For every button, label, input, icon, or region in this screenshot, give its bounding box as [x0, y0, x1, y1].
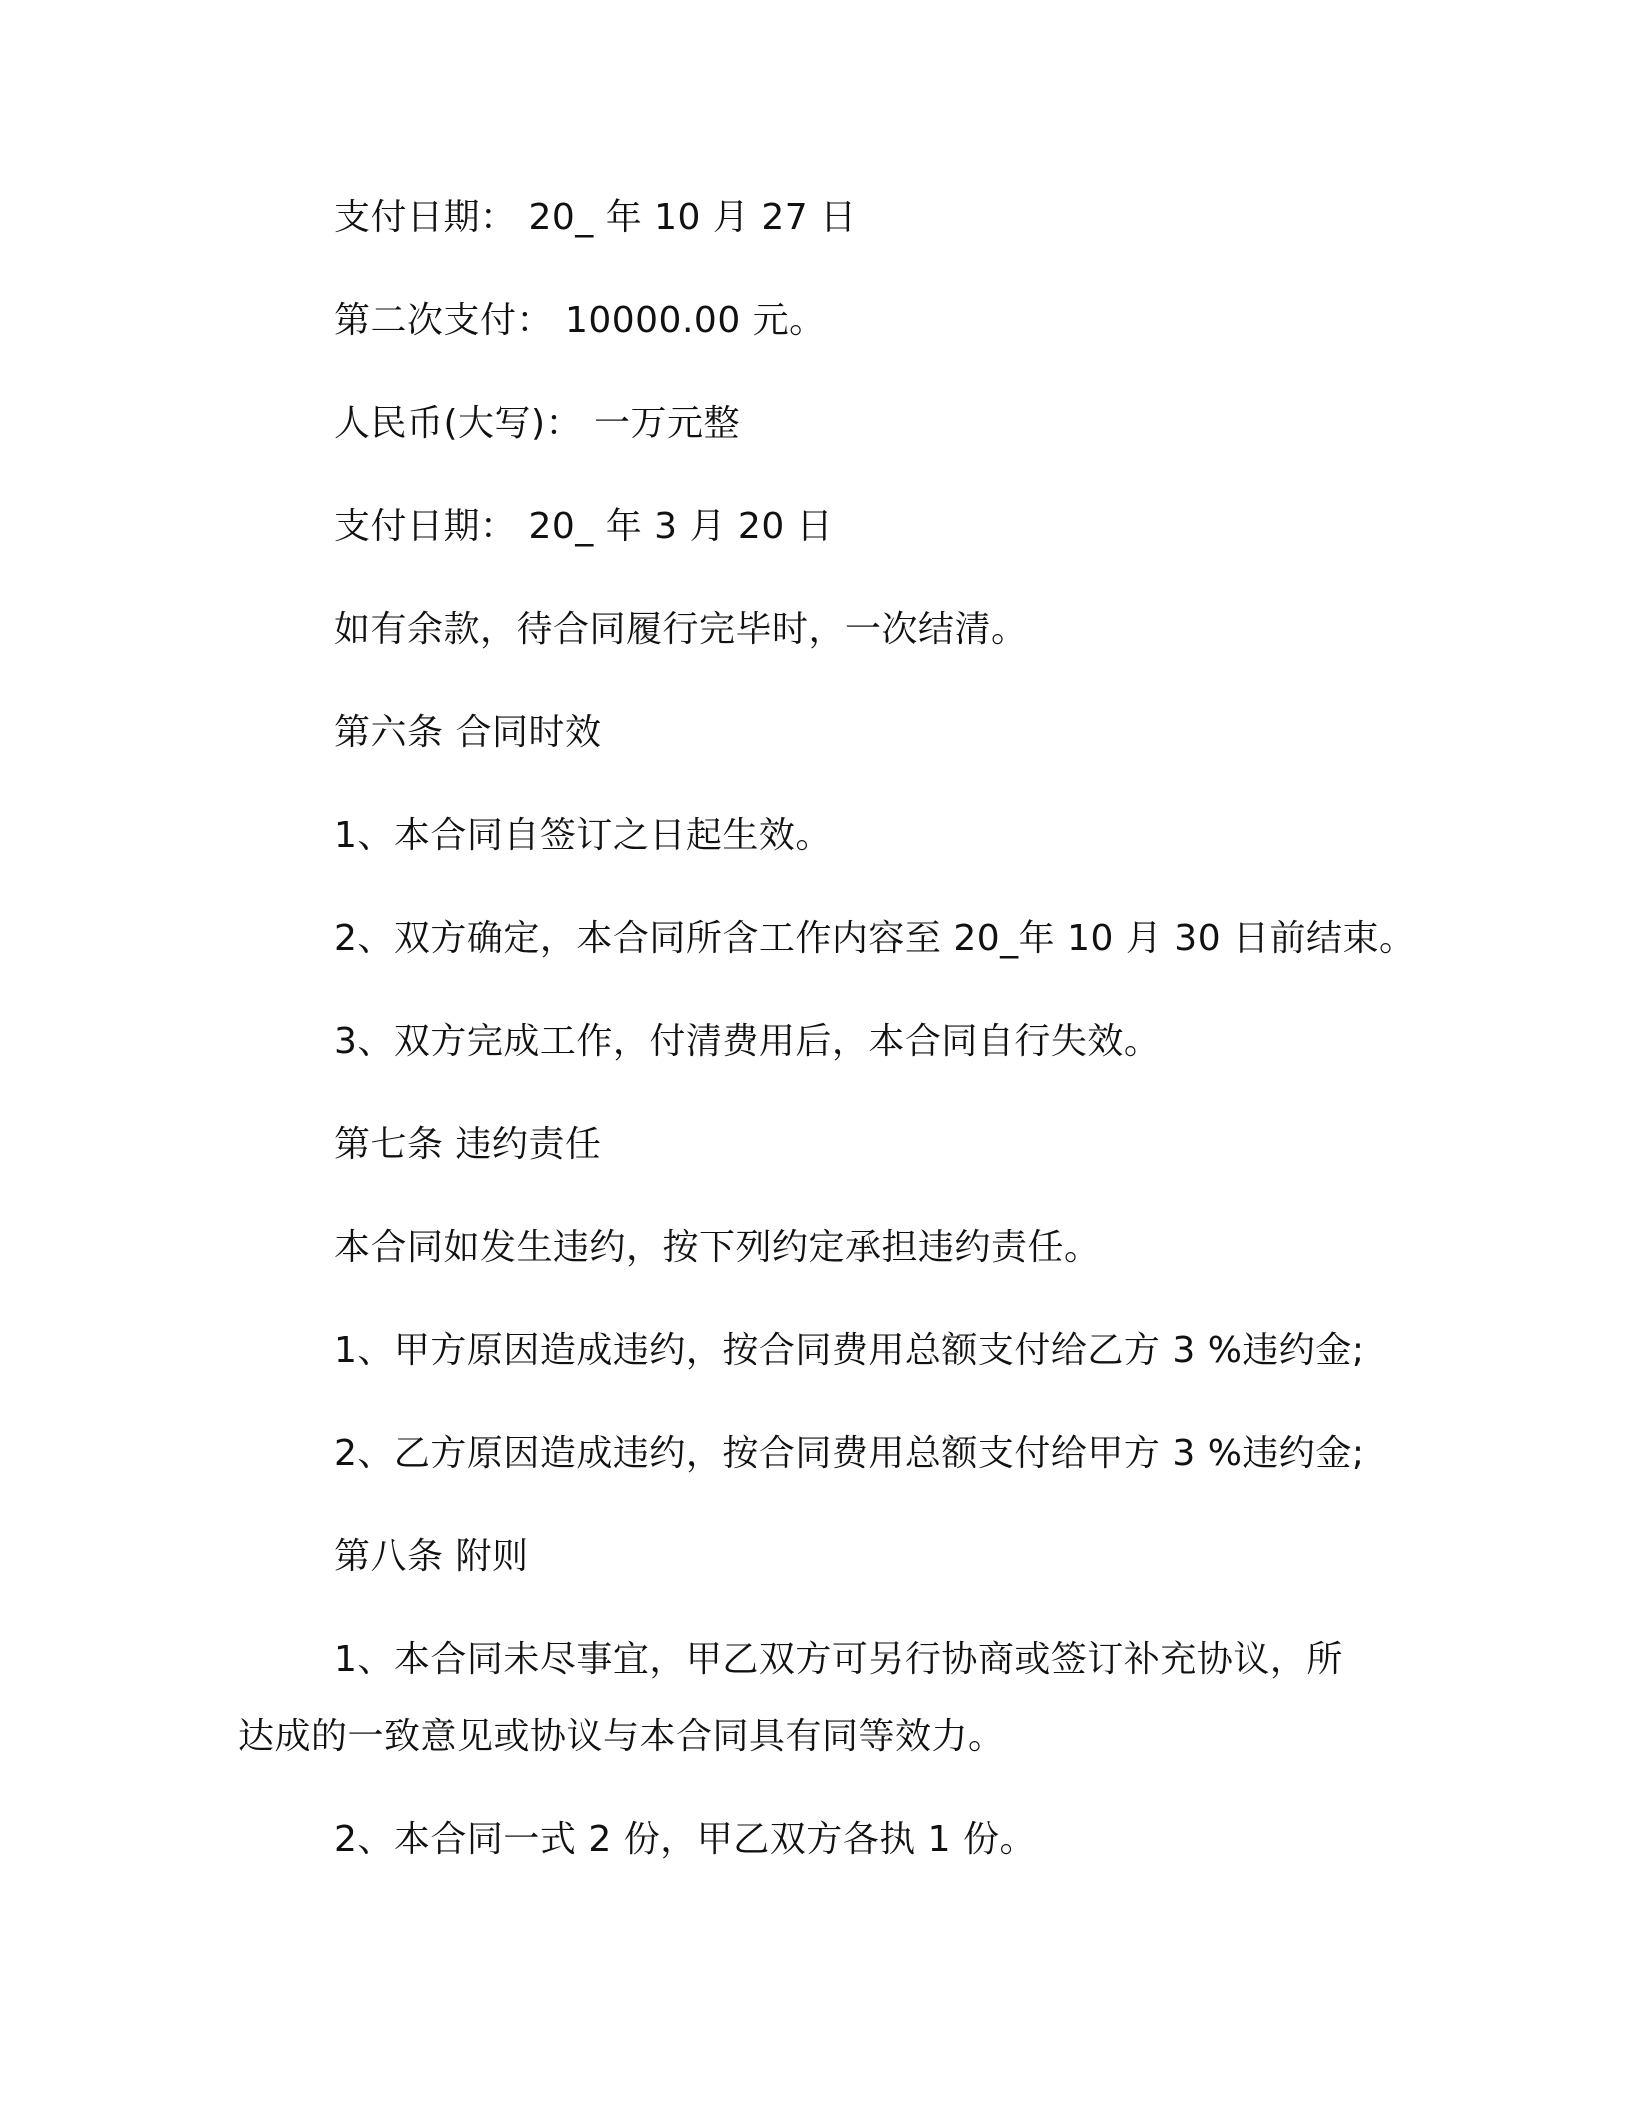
article-6-clause-3: 3、双方完成工作，付清费用后，本合同自行失效。 [334, 1021, 1161, 1062]
rmb-uppercase-amount: 人民币(大写)： 一万元整 [334, 403, 741, 444]
payment-date-1: 支付日期： 20_ 年 10 月 27 日 [334, 197, 857, 238]
second-payment-amount: 第二次支付： 10000.00 元。 [334, 300, 826, 341]
article-8-clause-1-line-1: 1、本合同未尽事宜，甲乙双方可另行协商或签订补充协议，所 [334, 1639, 1343, 1680]
payment-date-2: 支付日期： 20_ 年 3 月 20 日 [334, 506, 834, 547]
article-7-clause-1: 1、甲方原因造成违约，按合同费用总额支付给乙方 3 %违约金; [334, 1330, 1365, 1371]
article-7-heading: 第七条 违约责任 [334, 1124, 602, 1165]
article-7-clause-2: 2、乙方原因造成违约，按合同费用总额支付给甲方 3 %违约金; [334, 1433, 1365, 1474]
article-6-clause-1: 1、本合同自签订之日起生效。 [334, 815, 832, 856]
article-7-intro: 本合同如发生违约，按下列约定承担违约责任。 [334, 1227, 1101, 1268]
article-6-clause-2: 2、双方确定，本合同所含工作内容至 20_年 10 月 30 日前结束。 [334, 918, 1416, 959]
balance-settlement-note: 如有余款，待合同履行完毕时，一次结清。 [334, 609, 1028, 650]
article-8-heading: 第八条 附则 [334, 1536, 529, 1577]
article-8-clause-1-line-2: 达成的一致意见或协议与本合同具有同等效力。 [238, 1716, 1005, 1757]
article-8-clause-2: 2、本合同一式 2 份，甲乙双方各执 1 份。 [334, 1819, 1036, 1860]
article-6-heading: 第六条 合同时效 [334, 712, 602, 753]
